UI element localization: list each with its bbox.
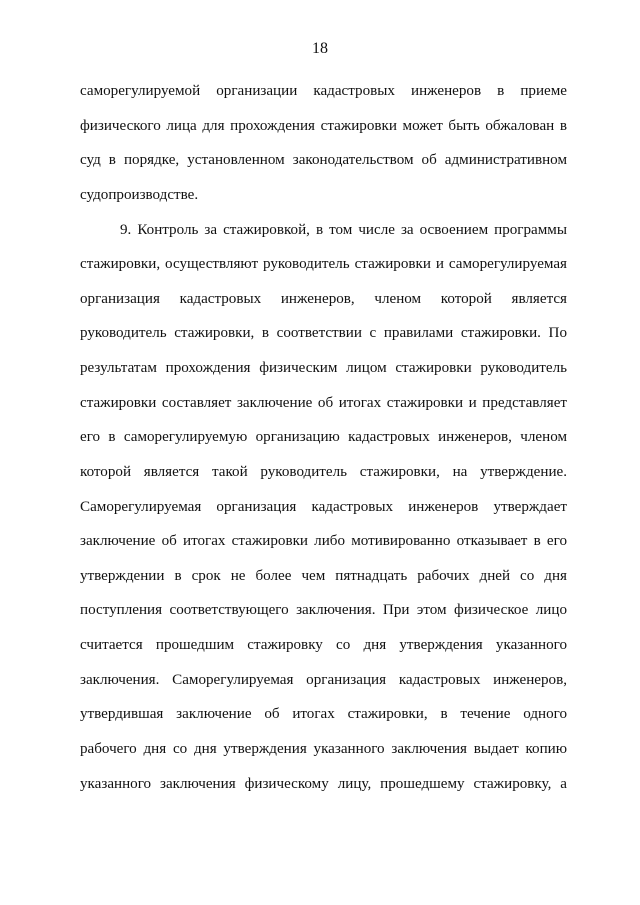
text-line: Саморегулируемая организация кадастровых инженеров утверждает [80,498,567,515]
text-line: утверждении в срок не более чем пятнадцать рабочих дней со дня [80,567,567,584]
text-line: судопроизводстве. [80,186,199,203]
paragraph-start-line: 9. Контроль за стажировкой, в том числе за освоением программы [120,221,567,238]
text-line: стажировки, осуществляют руководитель стажировки и саморегулируемая [80,256,567,273]
text-line: физического лица для прохождения стажировки может быть обжалован в [80,117,567,134]
text-line: результатам прохождения физическим лицом стажировки руководитель [80,360,567,376]
document-body [80,74,567,801]
text-line: суд в порядке, установленном законодательством об административном [80,152,567,169]
page-number: 18 [312,40,328,57]
text-line: рабочего дня со дня утверждения указанного заключения выдает копию [80,740,567,757]
text-line: саморегулируемой организации кадастровых инженеров в приеме [80,83,567,99]
text-line: руководитель стажировки, в соответствии с правилами стажировки. По [80,325,567,342]
text-line: указанного заключения физическому лицу, прошедшему стажировку, а [80,775,567,792]
text-line: его в саморегулируемую организацию кадастровых инженеров, членом [80,429,567,446]
text-line: заключение об итогах стажировки либо мотивированно отказывает в его [80,533,567,550]
text-line: утвердившая заключение об итогах стажировки, в течение одного [80,706,567,723]
text-line: стажировки составляет заключение об итогах стажировки и представляет [80,394,567,411]
text-line: заключения. Саморегулируемая организация кадастровых инженеров, [80,671,567,688]
text-line: поступления соответствующего заключения. При этом физическое лицо [80,602,567,619]
text-line: которой является такой руководитель стажировки, на утверждение. [80,463,567,480]
text-line: считается прошедшим стажировку со дня утверждения указанного [80,637,567,653]
text-line: организация кадастровых инженеров, членом которой является [80,290,567,307]
